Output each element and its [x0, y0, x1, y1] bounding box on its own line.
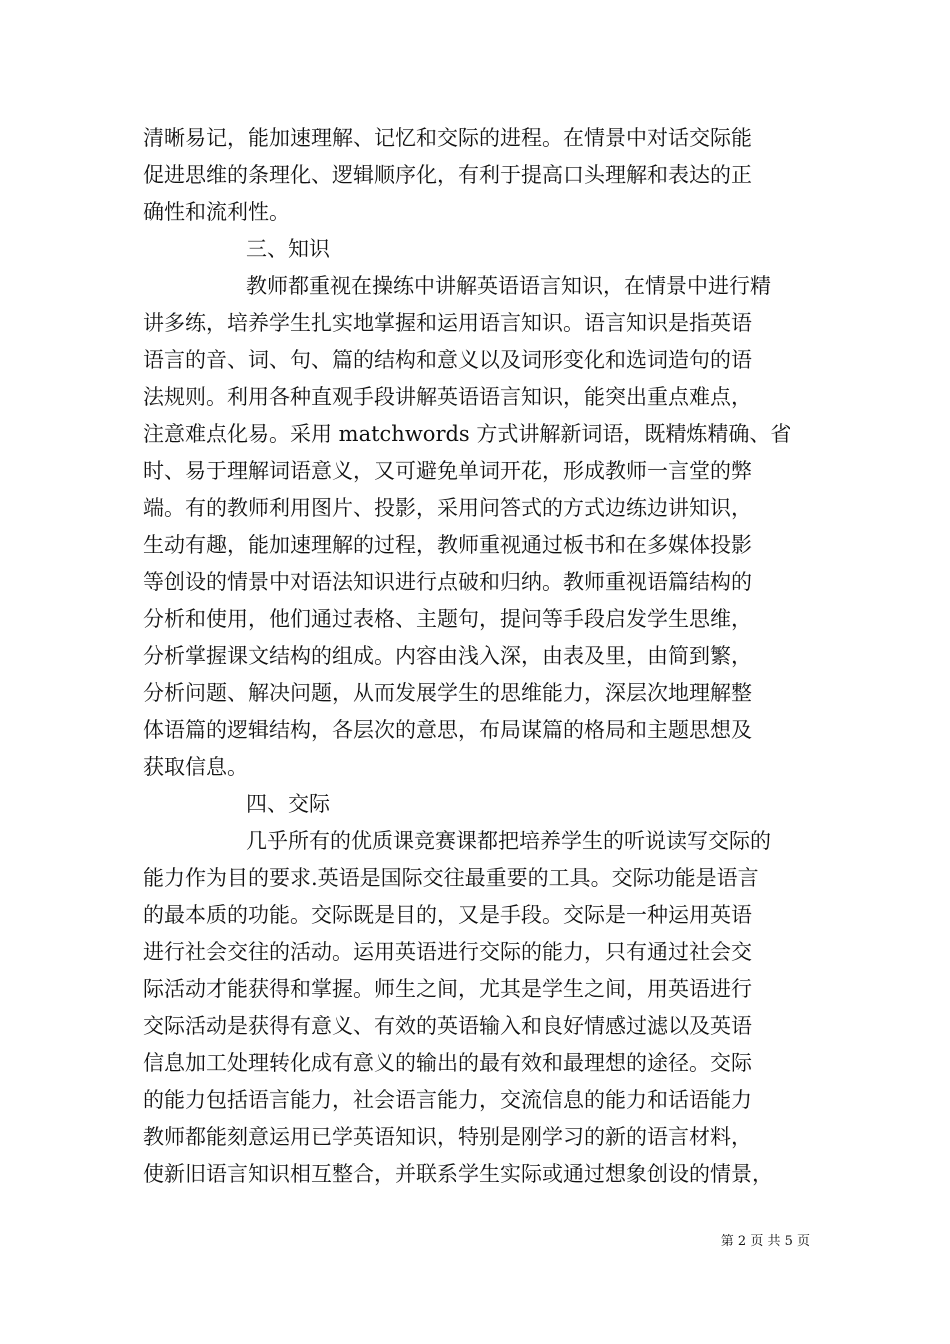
- page-number-footer: 第 2 页 共 5 页: [720, 1234, 810, 1249]
- text-line: 体语篇的逻辑结构，各层次的意思，布局谋篇的格局和主题思想及: [143, 718, 752, 742]
- text-line: 注意难点化易。采用 matchwords 方式讲解新词语，既精炼精确、省: [143, 422, 792, 446]
- text-line: 教师都能刻意运用已学英语知识，特别是刚学习的新的语言材料，: [143, 1125, 752, 1149]
- text-line: 分析问题、解决问题，从而发展学生的思维能力，深层次地理解整: [143, 681, 752, 705]
- text-line: 讲多练，培养学生扎实地掌握和运用语言知识。语言知识是指英语: [143, 311, 752, 335]
- text-line: 促进思维的条理化、逻辑顺序化，有利于提高口头理解和表达的正: [143, 163, 752, 187]
- text-line: 法规则。利用各种直观手段讲解英语语言知识，能突出重点难点，: [143, 385, 752, 409]
- text-line: 进行社会交往的活动。运用英语进行交际的能力，只有通过社会交: [143, 940, 752, 964]
- text-line: 使新旧语言知识相互整合，并联系学生实际或通过想象创设的情景，: [143, 1162, 773, 1186]
- section-heading: 三、知识: [246, 237, 330, 261]
- text-line: 能力作为目的要求.英语是国际交往最重要的工具。交际功能是语言: [143, 866, 759, 890]
- text-line: 信息加工处理转化成有意义的输出的最有效和最理想的途径。交际: [143, 1051, 752, 1075]
- text-line: 分析掌握课文结构的组成。内容由浅入深，由表及里，由简到繁，: [143, 644, 752, 668]
- text-line: 语言的音、词、句、篇的结构和意义以及词形变化和选词造句的语: [143, 348, 752, 372]
- text-line: 时、易于理解词语意义，又可避免单词开花，形成教师一言堂的弊: [143, 459, 752, 483]
- section-heading: 四、交际: [246, 792, 330, 816]
- document-body: [143, 120, 813, 1193]
- text-line: 际活动才能获得和掌握。师生之间，尤其是学生之间，用英语进行: [143, 977, 752, 1001]
- text-line: 交际活动是获得有意义、有效的英语输入和良好情感过滤以及英语: [143, 1014, 752, 1038]
- text-line: 教师都重视在操练中讲解英语语言知识，在情景中进行精: [246, 274, 771, 298]
- text-line: 等创设的情景中对语法知识进行点破和归纳。教师重视语篇结构的: [143, 570, 752, 594]
- text-line: 生动有趣，能加速理解的过程，教师重视通过板书和在多媒体投影: [143, 533, 752, 557]
- text-line: 几乎所有的优质课竞赛课都把培养学生的听说读写交际的: [246, 829, 771, 853]
- text-line: 的最本质的功能。交际既是目的，又是手段。交际是一种运用英语: [143, 903, 752, 927]
- text-line: 确性和流利性。: [143, 200, 290, 224]
- text-line: 的能力包括语言能力，社会语言能力，交流信息的能力和话语能力: [143, 1088, 752, 1112]
- text-line: 获取信息。: [143, 755, 248, 779]
- text-line: 端。有的教师利用图片、投影，采用问答式的方式边练边讲知识，: [143, 496, 752, 520]
- text-line: 清晰易记，能加速理解、记忆和交际的进程。在情景中对话交际能: [143, 126, 752, 150]
- text-line: 分析和使用，他们通过表格、主题句，提问等手段启发学生思维，: [143, 607, 752, 631]
